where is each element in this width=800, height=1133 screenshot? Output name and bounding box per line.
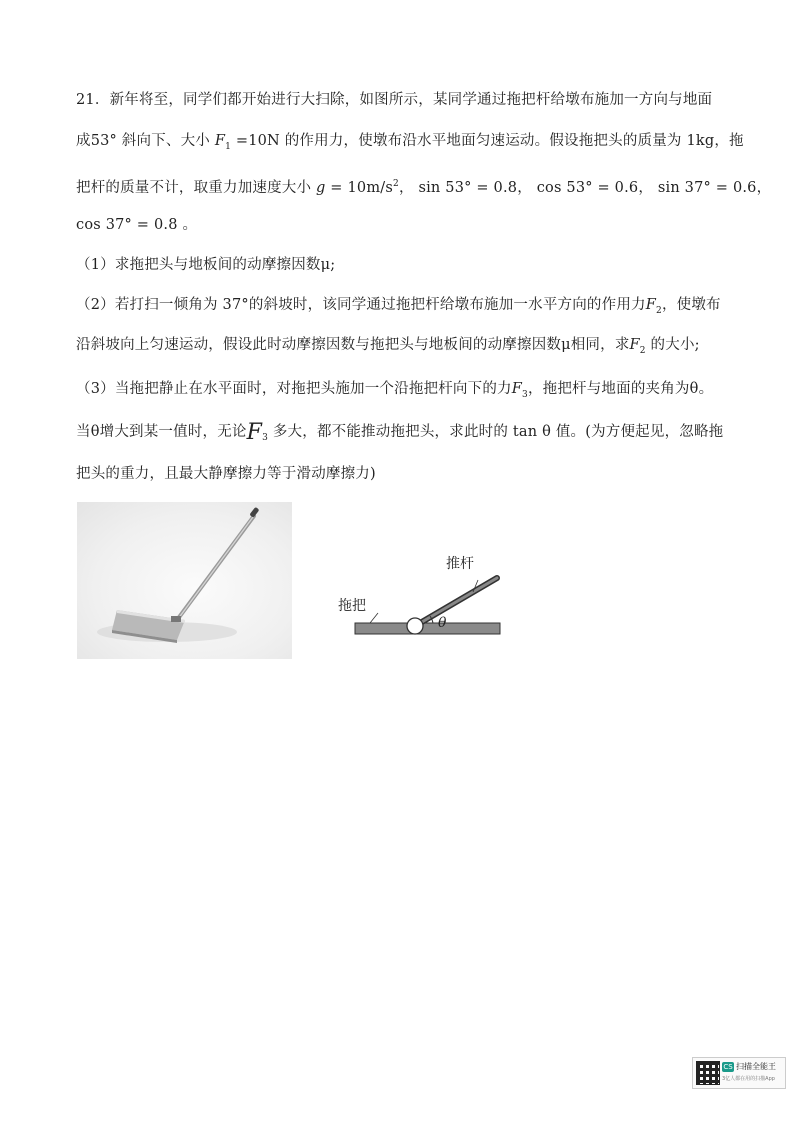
question-line-3: 把杆的质量不计，取重力加速度大小 $g = 10m/s^2$， sin 53° = 0.8， cos 53° = 0.6， sin 37° = 0.6，: [76, 179, 772, 196]
part-1: （1）求拖把头与地板间的动摩擦因数μ;: [76, 257, 336, 273]
pivot-joint: [407, 618, 423, 634]
rod-label: 推杆: [446, 556, 474, 572]
question-line-1: 21．新年将至，同学们都开始进行大扫除，如图所示，某同学通过拖把杆给墩布施加一方向与地面: [76, 92, 713, 108]
part-3-line-2: 当θ增大到某一值时，无论$F_3$ 多大，都不能推动拖把头，求此时的 tan θ 值。(为方便起见，忽略拖: [76, 420, 724, 445]
force-diagram: [330, 545, 530, 655]
mop-illustration: [77, 502, 292, 659]
mop-head-bar: [355, 623, 500, 634]
part-3-line-1: （3）当拖把静止在水平面时，对拖把头施加一个沿拖把杆向下的力$F_3$，拖把杆与地面的夹角为θ。: [76, 381, 714, 400]
part-3-line-3: 把头的重力，且最大静摩擦力等于滑动摩擦力): [76, 466, 376, 482]
question-line-2: 成53° 斜向下、大小 $F_1 =10N$ 的作用力，使墩布沿水平地面匀速运动。假设拖把头的质量为 1kg，拖: [76, 133, 744, 152]
cs-logo: CS: [723, 1063, 733, 1071]
question-line-4: cos 37° = 0.8 。: [76, 217, 198, 233]
mop-photo: [77, 502, 292, 659]
mop-label: 拖把: [338, 598, 366, 614]
scanner-tagline: 3亿人都在用的扫描App: [722, 1076, 775, 1082]
angle-label: θ: [438, 615, 447, 631]
qr-code-icon: [696, 1061, 720, 1085]
scanner-watermark: [692, 1057, 786, 1089]
scanner-name: 扫描全能王: [736, 1062, 776, 1071]
question-number: 21．: [76, 92, 110, 108]
part-2-line-2: 沿斜坡向上匀速运动，假设此时动摩擦因数与拖把头与地板间的动摩擦因数μ相同，求$F_2$ 的大小;: [76, 337, 700, 356]
part-2-line-1: （2）若打扫一倾角为 37°的斜坡时，该同学通过拖把杆给墩布施加一水平方向的作用力$F_2$，使墩布: [76, 297, 721, 316]
